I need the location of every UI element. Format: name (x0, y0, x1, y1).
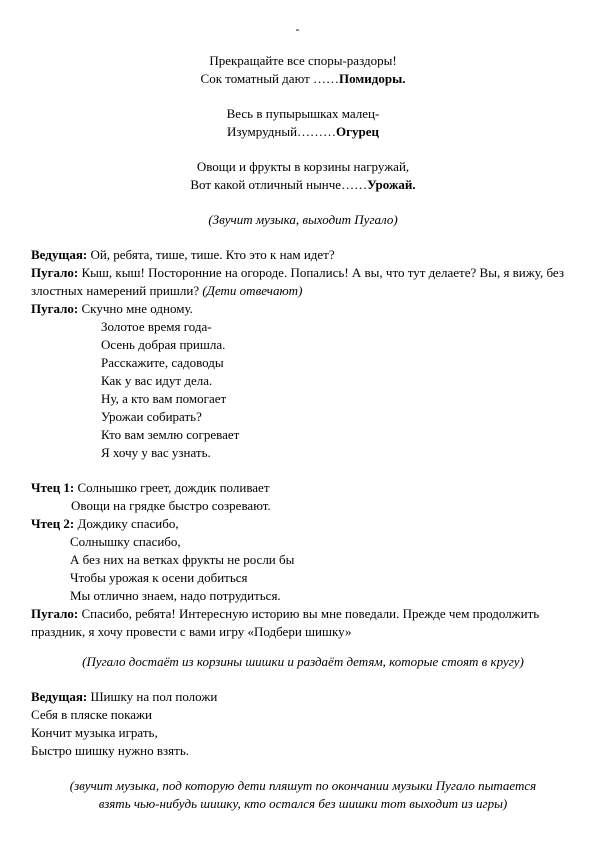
verse-line: Я хочу у вас узнать. (101, 445, 211, 460)
speech-text: Дождику спасибо, (74, 516, 179, 531)
riddle-1-prompt: Сок томатный дают …… (200, 71, 340, 86)
verse-line: Овощи на грядке быстро созревают. (71, 498, 271, 513)
document-body (31, 52, 575, 813)
verse-line: Ну, а кто вам помогает (101, 391, 227, 406)
dialogue-scarecrow-3 (31, 605, 575, 641)
riddle-2-prompt: Изумрудный……… (226, 124, 337, 139)
stage-note: (Дети отвечают) (202, 283, 303, 298)
speaker-label: Ведущая: (31, 689, 88, 704)
speaker-label: Ведущая: (31, 247, 88, 262)
riddle-3-answer: Урожай. (367, 177, 416, 192)
riddle-3-line-2 (31, 176, 575, 194)
verse-line: Быстро шишку нужно взять. (31, 743, 190, 758)
verse-line: А без них на ветках фрукты не росли бы (70, 552, 295, 567)
riddle-1-line-1: Прекращайте все споры-раздоры! (209, 53, 397, 68)
verse-line: Кто вам землю согревает (101, 427, 240, 442)
riddle-2-answer: Огурец (336, 124, 380, 139)
speech-text: Скучно мне одному. (78, 301, 193, 316)
speech-text: Спасибо, ребята! Интересную историю вы мне поведали. Прежде чем продолжить праздник, я хочу провести с вами игру «Подбери шишку» (31, 606, 540, 639)
riddle-3-prompt: Вот какой отличный нынче…… (190, 177, 368, 192)
dialogue-reader-1 (31, 479, 575, 497)
speech-text: Шишку на пол положи (87, 689, 218, 704)
speaker-label: Пугало: (31, 606, 79, 621)
stage-direction-1 (31, 211, 575, 229)
speaker-label: Пугало: (31, 265, 79, 280)
speech-text: Кыш, кыш! Посторонние на огороде. Попались! А вы, что тут делаете? Вы, я вижу, без злостных намерений пришли? (31, 265, 564, 298)
stage-direction-3-line-1 (31, 777, 575, 795)
dialogue-host-2 (31, 688, 575, 706)
dialogue-scarecrow-2 (31, 300, 575, 318)
speech-text: Ой, ребята, тише, тише. Кто это к нам идет? (87, 247, 335, 262)
stage-direction-3-text: взять чью-нибудь шишку, кто остался без шишки тот выходит из игры) (98, 796, 508, 811)
verse-line: Осень добрая пришла. (101, 337, 226, 352)
verse-line: Кончит музыка играть, (31, 725, 158, 740)
speaker-label: Чтец 1: (31, 480, 75, 495)
stage-direction-2-text: (Пугало достаёт из корзины шишки и раздаёт детям, которые стоят в кругу) (82, 654, 524, 669)
verse-line: Чтобы урожая к осени добиться (70, 570, 248, 585)
verse-line: Расскажите, садоводы (101, 355, 224, 370)
verse-line: Солнышку спасибо, (70, 534, 181, 549)
verse-line: Мы отлично знаем, надо потрудиться. (70, 588, 281, 603)
dialogue-host-1 (31, 246, 575, 264)
riddle-2-line-1: Весь в пупырышках малец- (226, 106, 380, 121)
dialogue-reader-2 (31, 515, 575, 533)
stage-direction-3-line-2 (31, 795, 575, 813)
verse-line: Урожаи собирать? (101, 409, 202, 424)
verse-line: Как у вас идут дела. (101, 373, 213, 388)
stage-direction-1-text: (Звучит музыка, выходит Пугало) (208, 212, 398, 227)
verse-line: Себя в пляске покажи (31, 707, 152, 722)
riddle-3-line-1: Овощи и фрукты в корзины нагружай, (196, 159, 410, 174)
speaker-label: Чтец 2: (31, 516, 75, 531)
page-mark: - (295, 22, 300, 36)
riddle-2-line-2 (31, 123, 575, 141)
verse-line: Золотое время года- (101, 319, 212, 334)
stage-direction-3-text: (звучит музыка, под которую дети пляшут по окончании музыки Пугало пытается (69, 778, 537, 793)
speaker-label: Пугало: (31, 301, 79, 316)
stage-direction-2 (31, 653, 575, 671)
riddle-1-line-2 (31, 70, 575, 88)
dialogue-scarecrow-1 (31, 264, 575, 300)
speech-text: Солнышко греет, дождик поливает (74, 480, 270, 495)
riddle-1-answer: Помидоры. (339, 71, 406, 86)
